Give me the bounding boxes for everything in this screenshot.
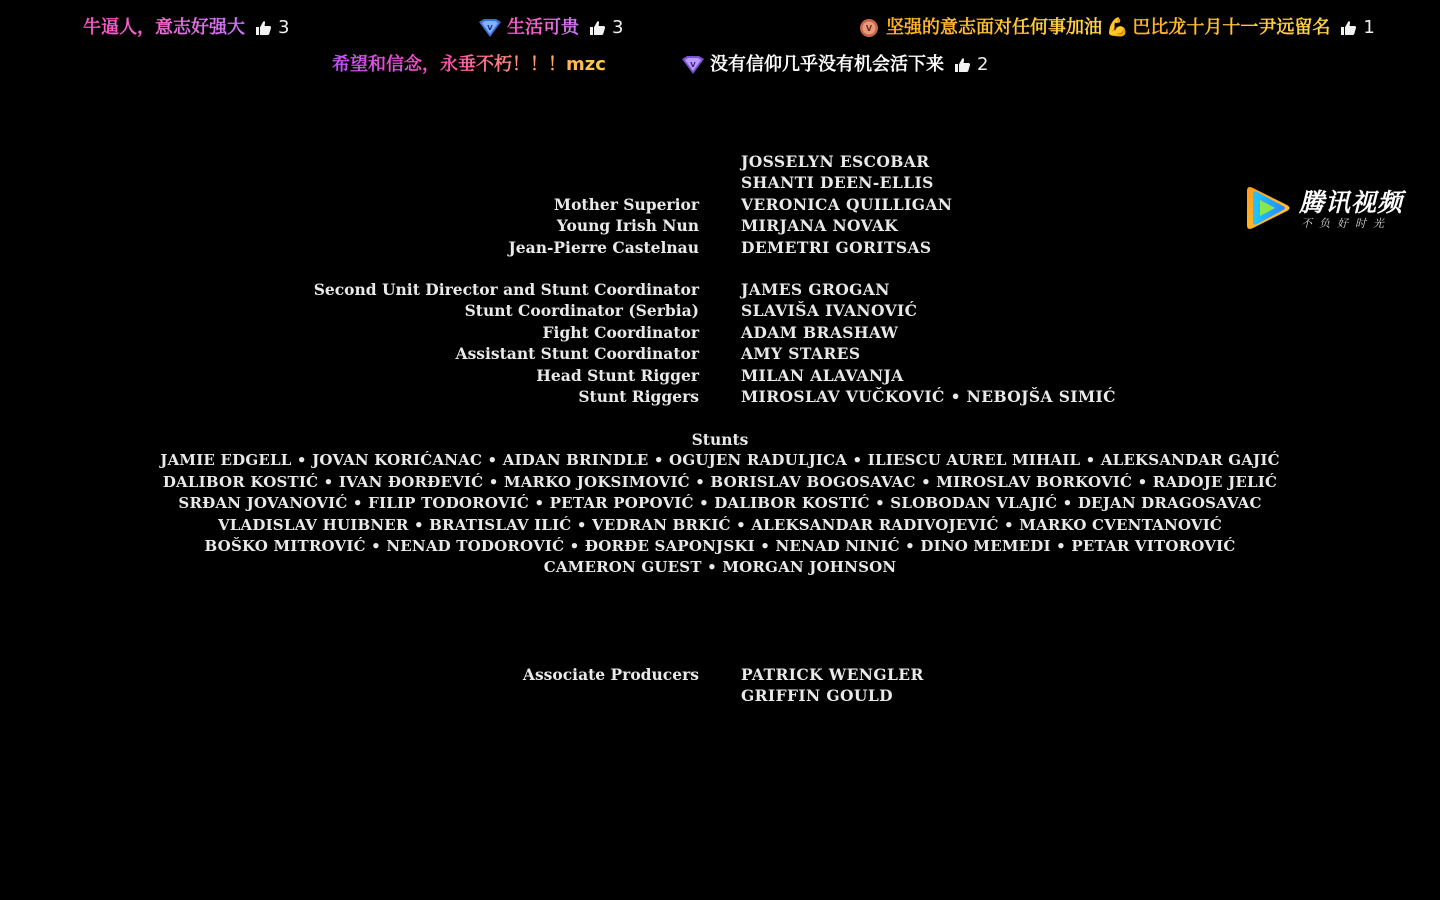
danmaku-comment-2[interactable] [477, 16, 623, 40]
like-counter[interactable] [589, 16, 623, 40]
danmaku-text: 坚强的意志面对任何事加油 [886, 17, 1102, 38]
like-counter[interactable] [954, 53, 988, 77]
credit-name: DEMETRI GORITSAS [741, 237, 932, 257]
credit-role: Young Irish Nun [556, 216, 699, 236]
stunts-line: DALIBOR KOSTIĆ • IVAN ĐORĐEVIĆ • MARKO JOKSIMOVIĆ • BORISLAV BOGOSAVAC • MIROSLAV BORKOVIĆ • RADOJE JELIĆ [162, 472, 1278, 491]
thumbs-up-icon [1340, 20, 1357, 36]
flexed-biceps-icon: 💪 [1106, 17, 1129, 38]
danmaku-text: 牛逼人，意志好强大 [83, 17, 245, 38]
like-count: 2 [977, 54, 989, 75]
credit-role: Stunt Coordinator (Serbia) [464, 301, 699, 321]
danmaku-text: 生活可贵 [507, 17, 579, 38]
credit-role: Head Stunt Rigger [536, 365, 699, 385]
stunt-crew-credits [0, 279, 1440, 407]
credit-role [0, 151, 699, 172]
credit-name: GRIFFIN GOULD [741, 686, 893, 706]
credit-role [0, 685, 699, 706]
credit-name: VERONICA QUILLIGAN [741, 194, 953, 214]
cast-credits [0, 151, 1440, 258]
credit-name: MIROSLAV VUČKOVIĆ • NEBOJŠA SIMIĆ [741, 387, 1116, 407]
credit-role: Mother Superior [553, 194, 699, 214]
stunts-line: VLADISLAV HUIBNER • BRATISLAV ILIĆ • VEDRAN BRKIĆ • ALEKSANDAR RADIVOJEVIĆ • MARKO CVENTANOVIĆ [217, 515, 1223, 534]
stunts-line: CAMERON GUEST • MORGAN JOHNSON [543, 558, 897, 577]
producer-credits [0, 664, 1440, 707]
stunts-credits [0, 429, 1440, 579]
credit-name: ADAM BRASHAW [741, 322, 899, 342]
like-counter[interactable] [255, 16, 289, 40]
danmaku-text: 没有信仰几乎没有机会活下来 [710, 54, 944, 75]
like-counter[interactable] [1340, 16, 1374, 40]
like-count: 3 [612, 17, 624, 38]
credit-role: Assistant Stunt Coordinator [455, 344, 699, 364]
thumbs-up-icon [589, 20, 606, 36]
logo-title: 腾讯视频 [1299, 188, 1404, 217]
credit-name: MIRJANA NOVAK [741, 216, 899, 236]
credit-role: Associate Producers [522, 665, 699, 684]
stunts-line: SRĐAN JOVANOVIĆ • FILIP TODOROVIĆ • PETAR POPOVIĆ • DALIBOR KOSTIĆ • SLOBODAN VLAJIĆ • DEJAN DRAGOSAVAC [178, 494, 1262, 513]
thumbs-up-icon [255, 20, 272, 36]
danmaku-comment-1[interactable] [83, 16, 289, 40]
credit-name: PATRICK WENGLER [741, 665, 924, 684]
stunts-line: JAMIE EDGELL • JOVAN KORIĆANAC • AIDAN BRINDLE • OGUJEN RADULJICA • ILIESCU AUREL MIHAIL • ALEKSANDAR GAJIĆ [160, 451, 1280, 470]
danmaku-comment-4[interactable] [332, 53, 606, 77]
vip-badge-icon [680, 54, 706, 76]
like-count: 1 [1363, 17, 1375, 38]
logo-slogan: 不负好时光 [1301, 217, 1391, 230]
danmaku-text: 希望和信念，永垂不朽！！！mzc [332, 54, 606, 75]
credit-role: Stunt Riggers [578, 387, 699, 407]
thumbs-up-icon [954, 57, 971, 73]
svg-text:V: V [865, 24, 873, 33]
danmaku-comment-5[interactable] [680, 53, 988, 77]
level-badge-icon [858, 17, 882, 39]
credit-role: Fight Coordinator [542, 322, 699, 342]
svg-text:V: V [487, 24, 493, 32]
credit-name: SLAVIŠA IVANOVIĆ [741, 301, 918, 321]
danmaku-text-continued: 巴比龙十月十一尹远留名 [1132, 17, 1331, 38]
vip-badge-icon [477, 17, 503, 39]
credit-role: Second Unit Director and Stunt Coordinator [313, 280, 699, 299]
credit-name: JOSSELYN ESCOBAR [741, 152, 930, 171]
credit-role [0, 172, 699, 193]
danmaku-comment-3[interactable] [858, 16, 1375, 40]
credit-role: Jean-Pierre Castelnau [508, 237, 699, 257]
stunts-line: BOŠKO MITROVIĆ • NENAD TODOROVIĆ • ĐORĐE SAPONJSKI • NENAD NINIĆ • DINO MEMEDI • PETAR VITOROVIĆ [204, 537, 1236, 556]
credit-name: JAMES GROGAN [741, 280, 890, 299]
credit-name: SHANTI DEEN-ELLIS [741, 173, 934, 193]
credit-name: AMY STARES [741, 344, 861, 364]
stunts-heading: Stunts [691, 430, 749, 449]
credit-name: MILAN ALAVANJA [741, 365, 904, 385]
svg-text:V: V [690, 61, 696, 69]
like-count: 3 [278, 17, 290, 38]
